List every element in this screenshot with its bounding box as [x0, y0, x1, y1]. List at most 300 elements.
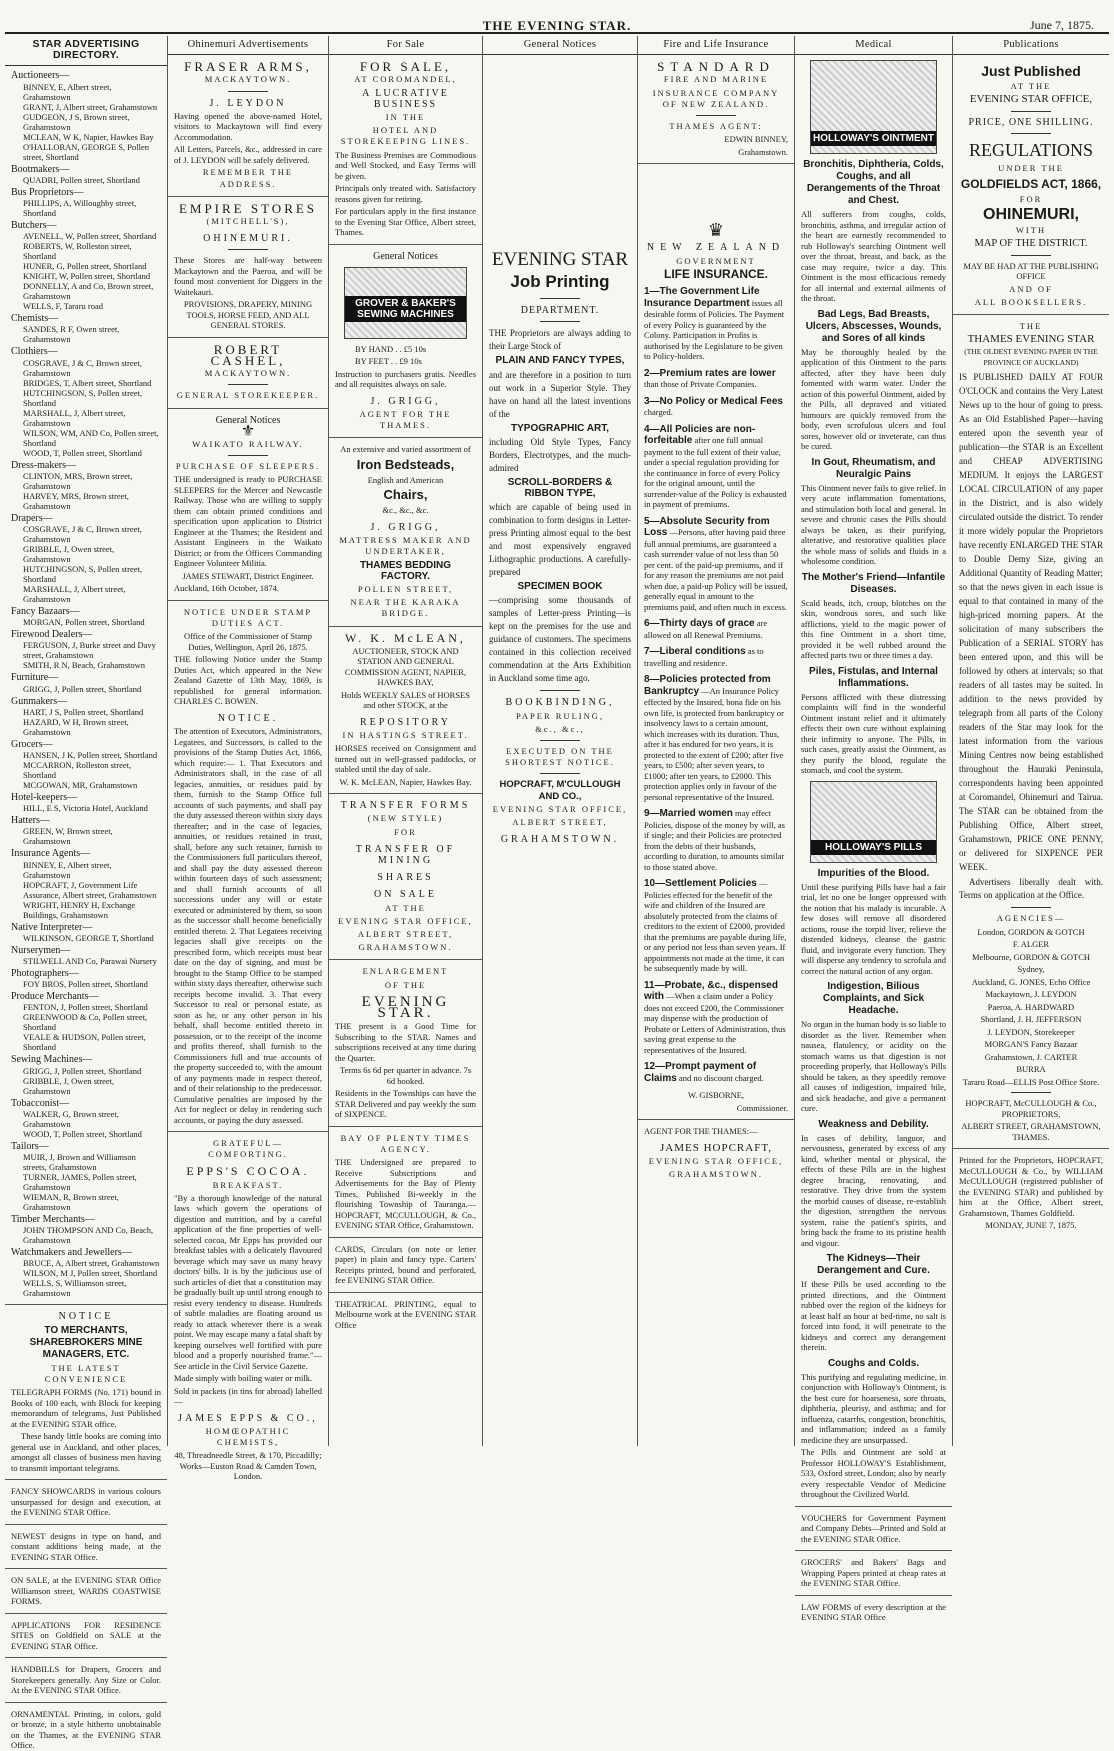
- enlarge-body: THE present is a Good Time for Subscribing to the STAR. Names and subscriptions received at any time during the Quarter.: [335, 1021, 476, 1063]
- ointment-items: [801, 159, 946, 776]
- directory-category: Hotel-keepers—: [11, 792, 78, 804]
- insurance-clause: [644, 618, 788, 640]
- small-ad: FANCY SHOWCARDS in various colours unsurpassed for design and execution, at the EVENING STAR Office.: [11, 1486, 161, 1518]
- divider: [329, 626, 482, 627]
- mclean-repository: REPOSITORY: [360, 716, 451, 728]
- divider: [953, 1148, 1109, 1149]
- nz-government: GOVERNMENT: [676, 255, 756, 266]
- small-ad: HANDBILLS for Drapers, Grocers and Storekeepers generally. Any Size or Color. At the EVENING STAR Office.: [11, 1664, 161, 1696]
- insurance-heading: Fire and Life Insurance: [638, 36, 794, 55]
- medical-item-head: Indigestion, Bilious Complaints, and Sick Headache.: [822, 981, 925, 1017]
- divider: [696, 115, 736, 116]
- divider: [168, 600, 328, 601]
- job-body-5: —comprising some thousands of samples of Letter-press Printing—is kept on the premises for the use and guidance of customers. The specimens contained in this collection received commendation at the Arts Exhibition in Auckland some time ago.: [489, 595, 631, 684]
- pills-items: [801, 868, 946, 1446]
- cashel-place: MACKAYTOWN.: [204, 368, 292, 379]
- divider: [1011, 111, 1051, 112]
- stamp-office: Office of the Commissioner of Stamp Duties, Wellington, April 26, 1875.: [183, 631, 313, 652]
- stamp-notice-body: The attention of Executors, Administrators, Legatees, and Successors, is called to the provisions of the Stamp Duties Act, 1866, which require:— 1. That Executors and Administrators shall, in the case of all legacies, annuities, or residues paid by them, furnish to the Stamp Office full accounts of such payments, and shall pay the duty assessed thereon within sixty days thereafter; and in the case of legacies, annuities, or residues retained in trust, shall, before any such retainer, furnish to the Commissioners full particulars thereof, and shall pay the duty assessed thereon within fourteen days of such assessment; and shall furnish accounts of all successions under any will or estate executed or administered by them, so soon as the successor shall become beneficially entitled thereto. 2. That Legatees receiving legacies shall give receipts on the prescribed form, which receipts must bear date on the day of signing, and must be brought to the Stamp Office to be stamped within sixty days thereafter, otherwise such receipts become invalid. 3. That every Successor to real or personal estate, as soon as he, or any other person in his behalf, shall become entitled thereto in possession, or to the receipt of the income and profits thereof, shall furnish to the Commissioners full and true accounts of the property succeeded to, with the amount of any payments made in respect thereof, and of their relationship to the predecessor. Cumulative penalties are imposed by the Act for neglect or delay in rendering such accounts, or paying the duty assessed.: [174, 726, 322, 1125]
- column-directory: [5, 36, 168, 1751]
- oldest-paper: (THE OLDEST EVENING PAPER IN THE PROVINCE OF AUCKLAND): [964, 347, 1098, 367]
- issue-date: June 7, 1875.: [1030, 18, 1094, 32]
- directory-entry: WELLS, F, Tararu road: [23, 301, 104, 312]
- paper-ruling: PAPER RULING,: [515, 710, 605, 721]
- directory-entry: WOOD, T, Pollen street, Shortland: [23, 1128, 142, 1139]
- agency-entry: Grahamstown, J. CARTER: [984, 1051, 1078, 1062]
- insurance-clause: [644, 674, 788, 802]
- agency-entry: Shortland, J. H. JEFFERSON: [980, 1014, 1082, 1025]
- small-ads: [11, 1486, 161, 1751]
- medical-item-body: All sufferers from coughs, colds, bronchitis, asthma, and irregular action of the heart are earnestly recommended to rub Holloway's searching Ointment well over the throat, breast, and back, as the case may require, twice a day. This Ointment is the most efficacious remedy for all internal and external ailments of the throat.: [801, 209, 946, 304]
- directory-entry: MARSHALL, J, Albert street, Grahamstown: [23, 584, 126, 605]
- directory-entry: MCGOWAN, MR, Grahamstown: [23, 780, 138, 791]
- directory-entry: VEALE & HUDSON, Pollen street, Shortland: [23, 1032, 146, 1053]
- divider: [5, 1613, 167, 1614]
- column-general-notices: [483, 36, 638, 1446]
- fraser-body-2: All Letters, Parcels, &c., addressed in care of J. LEYDON will be safely delivered.: [174, 144, 322, 165]
- agency-entry: Melbourne, GORDON & GOTCH: [971, 951, 1091, 962]
- directory-category: Gunmakers—: [11, 695, 68, 707]
- enlarge-title: ENLARGEMENT: [362, 966, 449, 977]
- directory-entry: WILSON, M J, Pollen street, Shortland: [23, 1268, 158, 1279]
- map-of-district: MAP OF THE DISTRICT.: [974, 238, 1088, 250]
- transfer-street: ALBERT STREET,: [357, 929, 454, 939]
- gisborne: W. GISBORNE,: [687, 1090, 745, 1101]
- empire-sub: (MITCHELL'S),: [206, 215, 290, 226]
- pills-banner: HOLLOWAY'S PILLS: [811, 840, 936, 855]
- divider: [5, 1657, 167, 1658]
- epps-sub: BREAKFAST.: [212, 1179, 284, 1190]
- sale-lines: HOTEL AND STOREKEEPING LINES.: [340, 125, 471, 147]
- empire-title: EMPIRE STORES: [178, 200, 318, 216]
- directory-entry: BINNEY, E, Albert street, Grahamstown: [23, 81, 112, 102]
- fraser-title: FRASER ARMS,: [184, 59, 312, 75]
- directory-category: Insurance Agents—: [11, 848, 91, 860]
- medical-item-head: Weakness and Debility.: [818, 1118, 929, 1130]
- column-insurance: [638, 36, 795, 1446]
- directory-category: Auctioneers—: [11, 70, 70, 82]
- publication-body: IS PUBLISHED DAILY AT FOUR O'CLOCK and contains the Very Latest News up to the hour of going to press. As an Old Established Paper—having entered upon the seventh year of publication—the STAR is an Excellent and CHEAP ADVERTISING MEDIUM. It enjoys the LARGEST LOCAL CIRCULATION of any paper in the District, and is also widely circulated outside the district. To render it more widely popular the Proprietors have recently ENLARGED THE STAR to Double Demy Size, giving an Additional Quantity of Reading Matter; so that the news given in each issue is equal to that contained in many of the high-priced morning papers. At the solicitation of many subscribers the Publication of a SERIAL STORY has been entered upon, and this will be followed by others at intervals; so that readers of all tastes may be suited. In addition to the news provided by telegraph from all parts of the Colony readers of the Star may look for the latest information from the various Mining Centres now being established throughout the Hauraki Peninsula, correspondents having been appointed at Coromandel, Ohinemuri and Tairua. The STAR can be obtained from the Publishing Office, Albert street, Grahamstown, PRICE ONE PENNY, or delivered for SIXPENCE PER WEEK.: [959, 372, 1103, 873]
- agencies: AGENCIES—: [996, 913, 1066, 924]
- ointment-banner: HOLLOWAY'S OINTMENT: [811, 131, 936, 146]
- insurance-clause: [644, 878, 788, 974]
- directory-category: Chemists—: [11, 313, 59, 325]
- clause-head: 8—Policies protected from Bankruptcy: [644, 674, 771, 697]
- masthead-rule: [5, 32, 1109, 34]
- directory-category: Butchers—: [11, 220, 57, 232]
- clause-head: 1—The Government Life Insurance Department: [644, 286, 760, 309]
- medical-item-body: If these Pills be used according to the printed directions, and the Ointment rubbed over the region of the kidneys for at least half an hour at bed-time, no salt is forced into food, it will penetrate to the kidneys and correct any derangement therein.: [801, 1279, 946, 1353]
- iron-near: NEAR THE KARAKA BRIDGE.: [350, 597, 461, 619]
- small-ad: APPLICATIONS FOR RESIDENCE SITES on Goldfield on SALE at the EVENING STAR Office.: [11, 1619, 161, 1651]
- insurance-clause: [644, 1061, 788, 1084]
- job-body-3: including Old Style Types, Fancy Borders, Electrotypes, and the much-admired: [489, 436, 631, 473]
- insurance-clauses: [644, 286, 788, 1084]
- clause-head: 9—Married women: [644, 808, 733, 820]
- directory-entry: MCLEAN, W K, Napier, Hawkes Bay: [23, 131, 154, 142]
- divider: [329, 1237, 482, 1238]
- commissioner: Commissioner.: [736, 1102, 788, 1113]
- divider: [1011, 133, 1051, 134]
- medical-heading: Medical: [795, 36, 952, 55]
- iron-name: J. GRIGG,: [370, 521, 441, 533]
- notice-body-2: These handy little books are coming into general use in Auckland, and other places, amongst all classes of business men having to transmit important telegrams.: [11, 1431, 161, 1473]
- proprietors-address: ALBERT STREET, GRAHAMSTOWN, THAMES.: [961, 1121, 1101, 1142]
- directory-category: Furniture—: [11, 672, 59, 684]
- ointment-illustration: [810, 60, 937, 154]
- scroll-borders: SCROLL-BORDERS & RIBBON TYPE,: [507, 476, 613, 500]
- directory-category: Timber Merchants—: [11, 1214, 95, 1226]
- cards-ad: CARDS, Circulars (on note or letter paper) in plain and fancy type. Carters' Receipts printed, bound and perforated, fee EVENING STAR Office.: [335, 1243, 476, 1286]
- executed: EXECUTED ON THE SHORTEST NOTICE.: [505, 746, 615, 768]
- insurance-clause: [644, 646, 788, 668]
- agent-lead: AGENT FOR THE THAMES:—: [644, 1126, 758, 1137]
- epps-title: GRATEFUL—COMFORTING.: [208, 1138, 288, 1160]
- divider: [329, 959, 482, 960]
- clause-body: charged.: [644, 407, 673, 418]
- notice-sub: THE LATEST CONVENIENCE: [44, 1362, 128, 1384]
- divider: [5, 1568, 167, 1569]
- sale-place: AT COROMANDEL,: [354, 74, 457, 85]
- divider: [5, 1524, 167, 1525]
- transfer-new: (NEW STYLE): [367, 813, 444, 824]
- divider: [329, 244, 482, 245]
- divider: [540, 298, 580, 299]
- directory-entry: COSGRAVE, J & C, Brown street, Grahamstown: [23, 524, 142, 545]
- notice-body: TELEGRAPH FORMS (No. 171) bound in Books of 100 each, with Block for keeping memorandum of telegrams, Just Published at the EVENING STAR office.: [11, 1387, 161, 1429]
- directory-entry: SMITH, R N, Beach, Grahamstown: [23, 660, 146, 671]
- stamp-title: NOTICE UNDER STAMP DUTIES ACT.: [183, 606, 313, 629]
- iron-street: POLLEN STREET,: [357, 583, 454, 594]
- epps-firm: JAMES EPPS & CO.,: [178, 1412, 318, 1424]
- small-ad: ORNAMENTAL Printing, in colors, gold or bronze, in a style hitherto unobtainable on the Thames, at the EVENING STAR Office.: [11, 1708, 161, 1751]
- directory-entry: WIEMAN, R, Brown street, Grahamstown: [23, 1192, 119, 1213]
- fraser-remember: REMEMBER THE ADDRESS.: [202, 167, 294, 189]
- agency-entry: Tararu Road—ELLIS Post Office Store.: [962, 1076, 1100, 1087]
- directory-category: Photographers—: [11, 968, 79, 980]
- sale-body-2: Principals only treated with. Satisfactory reasons given for retiring.: [335, 183, 476, 204]
- sale-body: The Business Premises are Commodious and Well Stocked, and Easy Terms will be given.: [335, 149, 476, 181]
- ohinemuri-heading: Ohinemuri Advertisements: [168, 36, 328, 55]
- job-body: THE Proprietors are always adding to their Large Stock of: [489, 328, 631, 352]
- divider: [1011, 255, 1051, 256]
- directory-category: Tailors—: [11, 1140, 49, 1152]
- medical-item-body: In cases of debility, languor, and nervousness, generated by excess of any kind, whether mental or physical, the effects of these Pills are in the highest degree bracing, renovating, and restorative. They drive from the system the morbid causes of disease, re-establish the digestion, strengthen the nervous system, raise the patient's spirits, and bring back the frame to its pristine health and vigour.: [801, 1132, 946, 1248]
- holloway-sold: The Pills and Ointment are sold at Professor HOLLOWAY'S Establishment, 533, Oxford street, London; also by nearly every respectable Vendor of Medicine throughout the Civilized World.: [801, 1447, 946, 1500]
- page-columns: [5, 36, 1109, 1751]
- firm-office: EVENING STAR OFFICE,: [492, 803, 628, 814]
- sale-title: FOR SALE,: [359, 59, 452, 75]
- all-booksellers: ALL BOOKSELLERS.: [974, 296, 1088, 307]
- transfer-onsale: ON SALE: [374, 889, 437, 901]
- column-for-sale: [329, 36, 483, 1446]
- transfer-town: GRAHAMSTOWN.: [358, 942, 453, 953]
- medical-item-head: Bronchitis, Diphtheria, Colds, Coughs, and all Derangements of the Throat and Chest.: [803, 159, 944, 207]
- plain-fancy-types: PLAIN AND FANCY TYPES,: [495, 355, 625, 367]
- agency-entry: London, GORDON & GOTCH: [977, 926, 1085, 937]
- directory-entry: WILSON, WM, AND Co, Pollen street, Shortland: [23, 427, 159, 448]
- agency-entry: J. LEYDON, Storekeeper: [987, 1026, 1075, 1037]
- directory-entry: HUNER, G, Pollen street, Shortland: [23, 261, 147, 272]
- directory-entry: GREEN, W, Brown street, Grahamstown: [23, 826, 113, 847]
- crest-icon: ⚜: [240, 422, 256, 440]
- divider: [228, 384, 268, 385]
- theatrical-ad: THEATRICAL PRINTING, equal to Melbourne work at the EVENING STAR Office: [335, 1298, 476, 1330]
- railway-body: THE undersigned is ready to PURCHASE SLEEPERS for the Mercer and Newcastle Railway. Those who are willing to supply them can obtain printed conditions and specification upon application to District Engineer at the Thames; the Resident and Assistant Engineers in the Waikato District; or from the Officers Commanding Engineer Volunteer Militia.: [174, 474, 322, 569]
- medical-item-body: This purifying and regulating medicine, in conjunction with Holloway's Ointment, is the best cure for hoarseness, sore throats, diphtheria, pleurisy, and asthma; and for influenza, catarrhs, congestion, bronchitis, and inflammation; indeed as a family medicine they are unsurpassed.: [801, 1371, 946, 1445]
- clause-body: after one full annual payment to the full extent of their value, under a special regulation providing for the continuance in force of every Policy for the original amount, until the surrender-value of the Policy is exhausted in payment of premiums.: [644, 435, 787, 510]
- empire-place: OHINEMURI.: [203, 233, 293, 245]
- directory-entry: WILKINSON, GEORGE T, Shortland: [23, 932, 154, 943]
- railway-title: WAIKATO RAILWAY.: [192, 439, 304, 450]
- agency-entry: Sydney,: [1017, 964, 1045, 975]
- medical-item-head: In Gout, Rheumatism, and Neuralgic Pains: [811, 456, 936, 480]
- insurance-clause: [644, 808, 788, 872]
- agency-entry: MORGAN'S Fancy Bazaar: [984, 1039, 1078, 1050]
- transfer-for: FOR: [394, 826, 417, 837]
- divider: [540, 321, 580, 322]
- insurance-clause: [644, 516, 788, 613]
- directory-entry: MUIR, J, Brown and Williamson streets, Grahamstown: [23, 1152, 136, 1173]
- mclean-title: W. K. McLEAN,: [345, 630, 466, 645]
- job-body-4: which are capable of being used in combination to form designs in Letter-press Printing almost equal to the best and most expensively engraved Lithographic productions. A carefully-prepared: [489, 502, 631, 578]
- transfer-mining: TRANSFER OF MINING: [355, 843, 456, 866]
- column-ohinemuri: [168, 36, 329, 1482]
- directory-entry: HANSEN, J K, Pollen street, Shortland: [23, 750, 158, 761]
- typographic-art: TYPOGRAPHIC ART,: [511, 422, 609, 434]
- epps-body: "By a thorough knowledge of the natural laws which govern the operations of digestion and nutrition, and by a careful application of the fine properties of well-selected cocoa, Mr Epps has provided our breakfast tables with a delicately flavoured beverage which may save us many heavy doctors' bills. It is by the judicious use of such articles of diet that a constitution may be gradually built up until strong enough to resist every tendency to disease. Hundreds of subtle maladies are floating around us ready to attack wherever there is a weak point. We may escape many a fatal shaft by keeping ourselves well fortified with pure blood and a properly nourished frame."—See article in the Civil Service Gazette.: [174, 1192, 322, 1371]
- advertisers: Advertisers liberally dealt with. Terms on application at the Office.: [959, 877, 1103, 901]
- price-by-hand: BY HAND . . £5 10s: [355, 343, 427, 354]
- iron-title: Iron Bedsteads,: [356, 456, 455, 472]
- clause-body: are allowed on all Renewal Premiums.: [644, 618, 768, 640]
- may-be-had: MAY BE HAD AT THE PUBLISHING OFFICE: [963, 260, 1099, 282]
- clause-body: —An Insurance Policy effected by the Insured, bona fide on his own life, is protected from bankruptcy or insolvency laws to a certain amount, which increases with its duration. Thus, after it has endured for two years, it is protected to the extent of £200; after five years, to £500; after seven years, to £1000; after ten years, to £2000. This protection applies only in favour of the personal representative of the Insured.: [644, 685, 784, 802]
- proprietors: HOPCRAFT, McCULLOUGH & Co., PROPRIETORS,: [965, 1098, 1097, 1119]
- clause-head: 12—Prompt payment of Claims: [644, 1061, 757, 1084]
- directory-entry: GRIBBLE, J, Owen street, Grahamstown: [23, 544, 115, 565]
- directory-entry: FERGUSON, J, Burke street and Davy street, Grahamstown: [23, 640, 156, 661]
- clause-body: —Persons, after having paid three full annual premiums, are guaranteed a cash surrender value of not less than 50 per cent. of the paid-up premiums, and if for any reason the premiums are not paid when due, a paid-up Policy will be issued, generally equal in amount to the premiums paid, and often much in excess.: [644, 527, 788, 612]
- epps-made: Made simply with boiling water or milk.: [174, 1373, 313, 1384]
- price: PRICE, ONE SHILLING.: [968, 116, 1094, 128]
- ohinemuri: OHINEMURI,: [983, 206, 1079, 224]
- sewing-machine-banner: GROVER & BAKER'S SEWING MACHINES: [345, 296, 466, 322]
- insurance-clause: [644, 368, 788, 390]
- medical-item-body: Scald heads, itch, croup, blotches on the skin, wondrous sores, and such like afflictions, yield to the magic power of this fine Ointment in a short time, provided it be well rubbed around the affected parts two or three times a day.: [801, 597, 946, 661]
- general-notices-heading: General Notices: [373, 250, 438, 262]
- clause-head: 11—Probate, &c., dispensed with: [644, 979, 778, 1003]
- directory-category: Tobacconist—: [11, 1097, 70, 1109]
- directory-entry: MARSHALL, J, Albert street, Grahamstown: [23, 407, 126, 428]
- mclean-body-2: Holds WEEKLY SALES of HORSES and other STOCK, at the: [340, 689, 470, 711]
- medical-item-head: Coughs and Colds.: [827, 1357, 920, 1369]
- general-notices-heading: General Notices: [215, 414, 281, 426]
- directory-entry: HILL, E S, Victoria Hotel, Auckland: [23, 803, 148, 814]
- directory-entry: WALKER, G, Brown street, Grahamstown: [23, 1108, 119, 1129]
- divider: [168, 337, 328, 338]
- divider: [795, 1595, 952, 1596]
- under-the: UNDER THE: [998, 162, 1064, 173]
- epps-address: 48, Threadneedle Street, & 170, Piccadilly; Works—Euston Road & Camden Town, London.: [174, 1450, 322, 1482]
- divider: [168, 408, 328, 409]
- directory-category: Native Interpreter—: [11, 921, 93, 933]
- job-printing-title: EVENING STAR: [491, 249, 629, 271]
- directory-entry: QUADRI, Pollen street, Shortland: [23, 174, 140, 185]
- directory-entry: FOY BROS, Pollen street, Shortland: [23, 979, 148, 990]
- medical-item-body: May be thoroughly healed by the application of this Ointment to the parts affected, after they have been duly fomented with warm water. Under the action of this powerful Ointment, aided by the Pills, all depraved and vitiated humours are quickly removed from the body, even scrofulous ulcers and foul sores, however old or inveterate, can thus be cured.: [801, 346, 946, 452]
- directory-category: Drapers—: [11, 512, 53, 524]
- sewing-machine-illustration: [344, 267, 467, 339]
- directory-entry: WRIGHT, HENRY H, Exchange Buildings, Grahamstown: [23, 899, 136, 920]
- directory-entry: MORGAN, Pollen street, Shortland: [23, 617, 145, 628]
- directory-entry: GRANT, J, Albert street, Grahamstown: [23, 101, 158, 112]
- directory-entry: BRUCE, A, Albert street, Grahamstown: [23, 1258, 160, 1269]
- agency-entry: Auckland, G. JONES, Echo Office: [971, 976, 1091, 987]
- sale-lead: A LUCRATIVE BUSINESS: [362, 87, 449, 110]
- and-of: AND OF: [1009, 283, 1053, 294]
- railway-sub: PURCHASE OF SLEEPERS.: [175, 461, 321, 472]
- iron-sub: English and American: [367, 474, 444, 485]
- directory-entry: HAZARD, W H, Brown street, Grahamstown: [23, 716, 129, 737]
- price-by-feet: BY FEET . . £9 10s: [355, 356, 422, 367]
- coat-of-arms-icon: ♛: [707, 220, 725, 241]
- the: THE: [1019, 321, 1043, 332]
- star-office: EVENING STAR OFFICE,: [969, 93, 1093, 106]
- iron-trade: MATTRESS MAKER AND UNDERTAKER,: [339, 535, 472, 557]
- stamp-body: THE following Notice under the Stamp Duties Act, which appeared in the New Zealand Gazette of 13th May, 1869, is republished for general information. CHARLES C. BOWEN.: [174, 654, 322, 707]
- clause-body: —When a claim under a Policy does not exceed £200, the Commissioner may dispense with the production of Probate or Letters of Administration, thus saving great expense to the representatives of the Insured.: [644, 991, 786, 1055]
- newspaper-title: THE EVENING STAR.: [482, 18, 632, 33]
- directory-category: Bus Proprietors—: [11, 186, 84, 198]
- stamp-notice-title: NOTICE.: [217, 712, 279, 724]
- transfer-title: TRANSFER FORMS: [340, 800, 471, 812]
- standard-company: INSURANCE COMPANY OF NEW ZEALAND.: [652, 87, 780, 109]
- grocers-ad: GROCERS' and Bakers' Bags and Wrapping Papers printed at cheap rates at the EVENING STAR Office.: [801, 1557, 946, 1589]
- notice-title: NOTICE: [58, 1311, 114, 1323]
- divider: [329, 793, 482, 794]
- divider: [329, 1126, 482, 1127]
- medical-item-body: No organ in the human body is so liable to disorder as the liver. Remember when nausea, flatulency, or acidity on the stomach warns us that digestion is not proceeding properly, that Holloway's Pills should be taken, as they speedily remove all causes of indigestion, impaired bile, and sick headache, and give a permanent cure.: [801, 1019, 946, 1114]
- sewing-body: Instruction to purchasers gratis. Needles and all requisites always on sale.: [335, 368, 476, 390]
- medical-item-body: Until these purifying Pills have had a fair trial, let no one be longer oppressed with the notion that his malady is incurable. A few doses will remove all disordered actions, rouse the torpid liver, relieve the distended kidneys, cleanse the gastric fluid, and invigorate every function. They will disperse any tendency to scrofula and correct the natural action of any organ.: [801, 881, 946, 976]
- directory-entry: TURNER, JAMES, Pollen street, Grahamstown: [23, 1172, 137, 1193]
- epps-sold: Sold in packets (in tins for abroad) labelled—: [174, 1385, 322, 1407]
- directory-entry: HUTCHINGSON, S, Pollen street, Shortland: [23, 387, 142, 408]
- iron-factory: THAMES BEDDING FACTORY.: [359, 559, 452, 582]
- directory-entry: DONNELLY, A and Co, Brown street, Grahamstown: [23, 281, 154, 302]
- medical-item-head: The Kidneys—Their Derangement and Cure.: [817, 1253, 930, 1277]
- law-forms-ad: LAW FORMS of every description at the EVENING STAR Office: [801, 1601, 946, 1623]
- blank-space: [644, 170, 788, 225]
- agency-entry: F. ALGER: [1012, 939, 1050, 950]
- divider: [329, 437, 482, 438]
- agent-office: EVENING STAR OFFICE,: [648, 1155, 784, 1166]
- divider: [228, 91, 268, 92]
- cashel-trade: GENERAL STOREKEEPER.: [176, 390, 320, 401]
- enlarge-terms: Terms 6s 6d per quarter in advance. 7s 6d booked.: [339, 1065, 472, 1086]
- directory-entry: HARVEY, MRS, Brown street, Grahamstown: [23, 490, 129, 511]
- firm-street: ALBERT STREET,: [512, 817, 608, 828]
- fraser-place: MACKAYTOWN.: [204, 74, 292, 85]
- vouchers-ad: VOUCHERS for Government Payment and Company Debts—Printed and Sold at the EVENING STAR Office.: [801, 1512, 946, 1544]
- clause-head: 10—Settlement Policies: [644, 878, 757, 890]
- directory-entry: GRIBBLE, J, Owen street, Grahamstown: [23, 1075, 115, 1096]
- divider: [1011, 1092, 1051, 1093]
- just-published: Just Published: [981, 63, 1081, 80]
- directory-entry: BRIDGES, T, Albert street, Shortland: [23, 377, 152, 388]
- directory-entry: HART, J S, Pollen street, Shortland: [23, 706, 144, 717]
- directory-entry: CLINTON, MRS, Brown street, Grahamstown: [23, 470, 133, 491]
- clause-body: and no discount charged.: [678, 1072, 764, 1083]
- specimen-book: SPECIMEN BOOK: [517, 581, 603, 593]
- regulations: REGULATIONS: [969, 139, 1093, 160]
- transfer-at: AT THE: [385, 902, 426, 913]
- fraser-name: J. LEYDON: [209, 97, 287, 109]
- grigg-name: J. GRIGG,: [370, 395, 441, 407]
- directory-entry: ROBERTS, W, Rolleston street, Shortland: [23, 241, 132, 262]
- small-ad: ON SALE, at the EVENING STAR Office Williamson street, WARDS COASTWISE FORMS.: [11, 1575, 161, 1607]
- publications-heading: Publications: [953, 36, 1109, 55]
- clause-head: 4—All Policies are non-forfeitable: [644, 423, 756, 447]
- insurance-clause: [644, 396, 788, 418]
- directory-category: Produce Merchants—: [11, 991, 99, 1003]
- agent-town: GRAHAMSTOWN.: [669, 1168, 763, 1179]
- enlarge-body-2: Residents in the Townships can have the STAR Delivered and pay weekly the sum of SIXPENCE.: [335, 1088, 476, 1120]
- clause-body: may effect Policies, dispose of the money by will, as if single; and their Policies are protected from the debts of their husbands, according to duration, to amounts similar to those stated above.: [644, 808, 785, 872]
- iron-etc: &c., &c., &c.: [382, 505, 429, 516]
- enlarge-of: OF THE: [384, 979, 427, 990]
- cashel-title: ROBERT CASHEL,: [210, 341, 286, 369]
- fraser-body: Having opened the above-named Hotel, visitors to Mackaytown will find every Accommodation.: [174, 110, 322, 142]
- epps-firm-2: HOMŒOPATHIC CHEMISTS,: [205, 1426, 291, 1448]
- railway-date: Auckland, 16th October, 1874.: [174, 583, 279, 594]
- divider: [5, 1304, 167, 1305]
- directory-entry: GRIGG, J, Pollen street, Shortland: [23, 683, 142, 694]
- for: FOR: [1019, 194, 1043, 205]
- bop-body: THE Undersigned are prepared to Receive Subscriptions and Advertisements for the Bay of Plenty Times, Published Bi-weekly in the flourishing Township of Tauranga.—HOPCRAFT, MCCULLOUGH, & Co., EVENING STAR Office, Grahamstown.: [335, 1157, 476, 1231]
- clause-head: 2—Premium rates are lower: [644, 367, 776, 379]
- directory-category: Fancy Bazaars—: [11, 606, 80, 618]
- directory-category: Clothiers—: [11, 346, 58, 358]
- column-publications: [953, 36, 1109, 1446]
- directory-entry: COSGRAVE, J & C, Brown street, Grahamstown: [23, 357, 142, 378]
- nz-title: NEW ZEALAND: [646, 242, 786, 254]
- directory-category: Sewing Machines—: [11, 1054, 93, 1066]
- divider: [540, 690, 580, 691]
- medical-item-body: Persons afflicted with these distressing complaints will find in the wonderful Ointment instant relief and it ultimately effects their own cure without explaining their infirmity to anyone. The Pills, in such cases, greatly assist the Ointment, as they purify the blood, regulate the stomach, and cool the system.: [801, 691, 946, 776]
- empire-body: These Stores are half-way between Mackaytown and the Paeroa, and will be found most convenient for Diggers in the Waitekauri.: [174, 255, 322, 297]
- directory-entry: O'HALLORAN, GEORGE S, Pollen street, Shortland: [23, 141, 149, 162]
- iron-chairs: Chairs,: [383, 487, 428, 503]
- thames-evening-star: THAMES EVENING STAR: [967, 333, 1095, 346]
- clause-body: as to travelling and residence.: [644, 646, 764, 668]
- directory-list: [11, 70, 161, 1298]
- medical-item-head: The Mother's Friend—Infantile Diseases.: [801, 571, 946, 595]
- divider: [1011, 907, 1051, 908]
- mclean-body: AUCTIONEER, STOCK AND STATION AND GENERAL COMMISSION AGENT, NAPIER, HAWKES BAY,: [344, 645, 467, 688]
- directory-entry: MCCARRON, Rolleston street, Shortland: [23, 760, 132, 781]
- firm-town: GRAHAMSTOWN.: [500, 834, 620, 846]
- divider: [228, 455, 268, 456]
- mclean-body-3: HORSES received on Consignment and turned out in well-grassed paddocks, or stabled until the day of sale.: [335, 743, 476, 775]
- grigg-agent: AGENT FOR THE THAMES.: [359, 409, 452, 431]
- imprint: Printed for the Proprietors, HOPCRAFT, McCULLOUGH & Co., by WILLIAM McCULLOUGH (registered publisher of the EVENING STAR) and published by him at the Office, Albert street, Grahamstown, Thames Goldfield.: [959, 1155, 1103, 1218]
- divider: [540, 773, 580, 774]
- bop-title: BAY OF PLENTY TIMES AGENCY.: [340, 1132, 471, 1154]
- clause-head: 3—No Policy or Medical Fees: [644, 395, 783, 407]
- standard-town: Grahamstown.: [738, 146, 788, 157]
